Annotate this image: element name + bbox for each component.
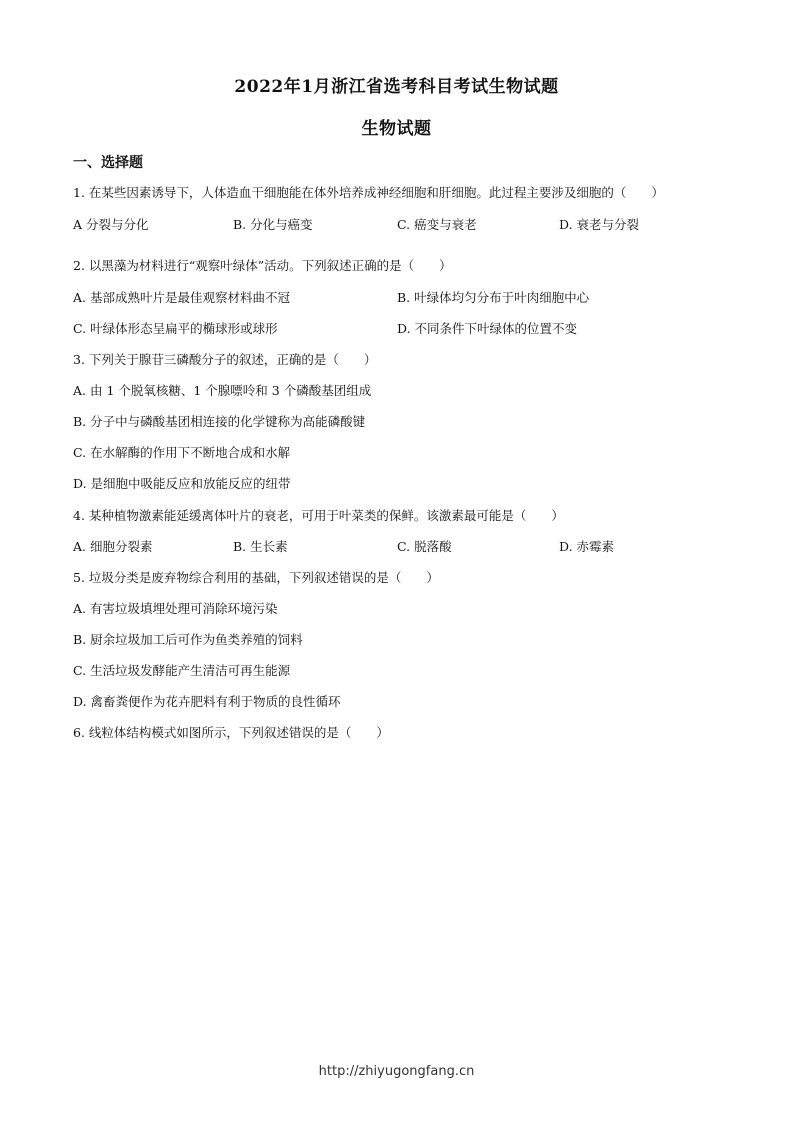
question-2-option-b: B. 叶绿体均匀分布于叶肉细胞中心: [397, 290, 590, 305]
question-3-option-b: B. 分子中与磷酸基团相连接的化学键称为高能磷酸键: [73, 414, 366, 429]
question-1-option-c: C. 癌变与衰老: [397, 217, 477, 232]
question-3-stem: 3. 下列关于腺苷三磷酸分子的叙述，正确的是（ ）: [73, 352, 377, 367]
question-2-stem: 2. 以黑藻为材料进行“观察叶绿体”活动。下列叙述正确的是（ ）: [73, 258, 452, 273]
question-5-option-a: A. 有害垃圾填埋处理可消除环境污染: [73, 601, 278, 616]
question-2-option-c: C. 叶绿体形态呈扁平的椭球形或球形: [73, 321, 278, 336]
question-4-option-a: A. 细胞分裂素: [73, 539, 153, 554]
page-title: 2022年1月浙江省选考科目考试生物试题: [234, 77, 559, 97]
question-5-option-b: B. 厨余垃圾加工后可作为鱼类养殖的饲料: [73, 632, 303, 647]
question-1-option-d: D. 衰老与分裂: [559, 217, 640, 232]
question-2-option-a: A. 基部成熟叶片是最佳观察材料曲不冠: [73, 290, 290, 305]
section-heading: 一、选择题: [73, 155, 143, 171]
page-subtitle: 生物试题: [361, 119, 432, 139]
question-3-option-d: D. 是细胞中吸能反应和放能反应的纽带: [73, 476, 291, 491]
question-3-option-a: A. 由 1 个脱氧核糖、1 个腺嘌呤和 3 个磷酸基团组成: [73, 383, 372, 398]
question-4-option-c: C. 脱落酸: [397, 539, 452, 554]
question-4-option-b: B. 生长素: [233, 539, 288, 554]
question-1-option-a: A 分裂与分化: [73, 217, 149, 232]
question-3-option-c: C. 在水解酶的作用下不断地合成和水解: [73, 445, 291, 460]
question-2-option-d: D. 不同条件下叶绿体的位置不变: [397, 321, 578, 336]
question-6-stem: 6. 线粒体结构模式如图所示，下列叙述错误的是（ ）: [73, 725, 389, 740]
question-4-stem: 4. 某种植物激素能延缓离体叶片的衰老，可用于叶菜类的保鲜。该激素最可能是（ ）: [73, 508, 564, 523]
question-1-stem: 1. 在某些因素诱导下，人体造血干细胞能在体外培养成神经细胞和肝细胞。此过程主要涉及细胞的（ ）: [73, 185, 664, 200]
question-5-stem: 5. 垃圾分类是废弃物综合利用的基础，下列叙述错误的是（ ）: [73, 570, 439, 585]
footer-url: http://zhiyugongfang.cn: [318, 1064, 475, 1079]
question-5-option-c: C. 生活垃圾发酵能产生清洁可再生能源: [73, 663, 291, 678]
question-1-option-b: B. 分化与癌变: [233, 217, 313, 232]
question-5-option-d: D. 禽畜粪便作为花卉肥料有利于物质的良性循环: [73, 694, 341, 709]
question-4-option-d: D. 赤霉素: [559, 539, 615, 554]
